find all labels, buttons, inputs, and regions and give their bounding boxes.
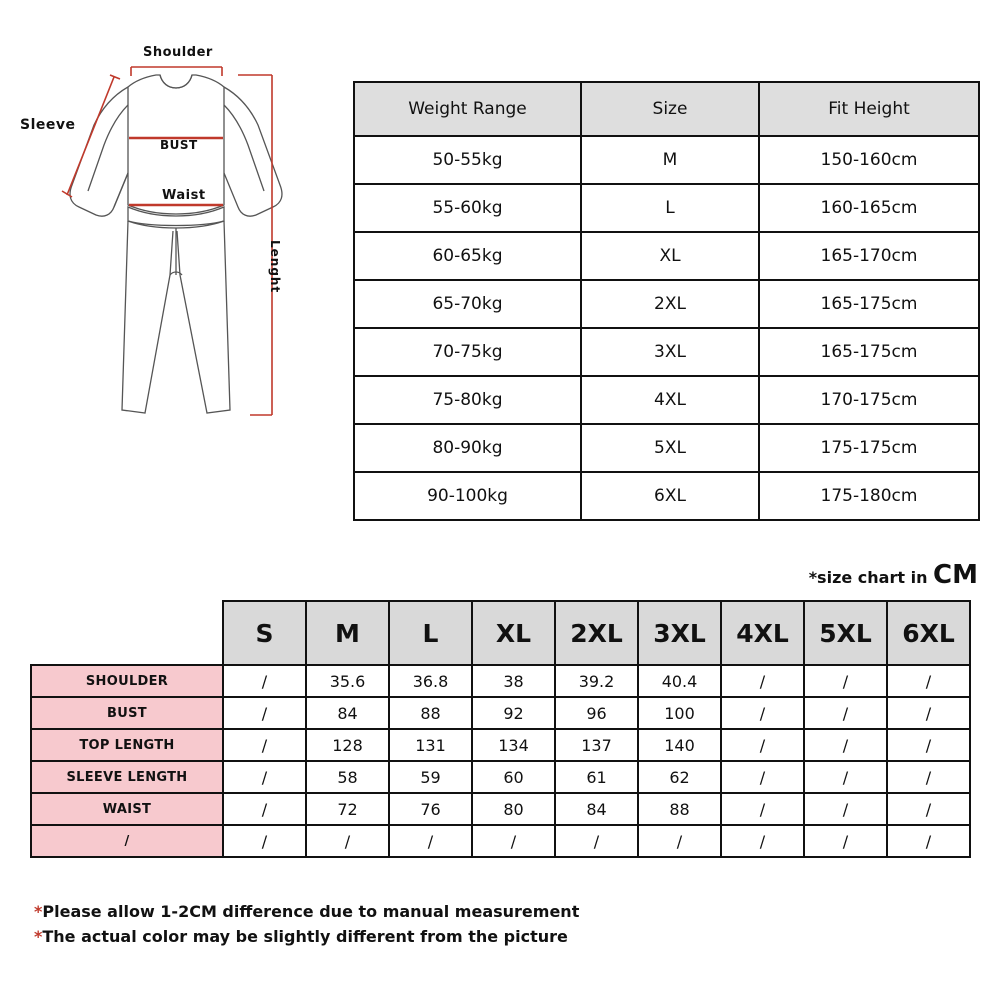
weight-range-cell: 65-70kg (354, 280, 581, 328)
size-cell: 3XL (581, 328, 759, 376)
measurement-value-cell: 38 (472, 665, 555, 697)
measurement-value-cell: 134 (472, 729, 555, 761)
column-header-weight-range: Weight Range (354, 82, 581, 136)
size-column-header: S (223, 601, 306, 665)
measurement-value-cell: / (721, 793, 804, 825)
measurement-value-cell: 137 (555, 729, 638, 761)
measurement-value-cell: 100 (638, 697, 721, 729)
fit-height-cell: 165-175cm (759, 328, 979, 376)
footnote-line (34, 900, 579, 925)
size-column-header: L (389, 601, 472, 665)
size-cell: L (581, 184, 759, 232)
measurement-value-cell: 40.4 (638, 665, 721, 697)
measurement-value-cell: / (306, 825, 389, 857)
size-column-header: 4XL (721, 601, 804, 665)
garment-illustration (10, 25, 330, 455)
measurement-value-cell: / (555, 825, 638, 857)
weight-range-cell: 70-75kg (354, 328, 581, 376)
fit-height-cell: 165-175cm (759, 280, 979, 328)
measurement-value-cell: / (887, 793, 970, 825)
measurement-value-cell: 84 (306, 697, 389, 729)
size-cell: 5XL (581, 424, 759, 472)
fit-height-cell: 165-170cm (759, 232, 979, 280)
column-header-size: Size (581, 82, 759, 136)
fit-height-cell: 175-175cm (759, 424, 979, 472)
size-column-header: 3XL (638, 601, 721, 665)
table-row (354, 232, 979, 280)
weight-range-cell: 60-65kg (354, 232, 581, 280)
table-header-row (354, 82, 979, 136)
weight-range-cell: 80-90kg (354, 424, 581, 472)
measurement-row (31, 825, 970, 857)
fit-height-cell: 175-180cm (759, 472, 979, 520)
measurement-value-cell: / (887, 825, 970, 857)
diagram-label-shoulder: Shoulder (143, 45, 213, 60)
table-row (354, 424, 979, 472)
weight-size-fit-table (353, 81, 980, 521)
diagram-label-bust: BUST (160, 138, 198, 152)
measurement-row-label: TOP LENGTH (31, 729, 223, 761)
table-row (354, 136, 979, 184)
diagram-label-sleeve: Sleeve (20, 117, 76, 133)
measurement-row-label: SLEEVE LENGTH (31, 761, 223, 793)
unit-note-value: CM (933, 560, 978, 590)
fit-height-cell: 170-175cm (759, 376, 979, 424)
size-cell: XL (581, 232, 759, 280)
measurement-value-cell: 131 (389, 729, 472, 761)
measurement-row (31, 761, 970, 793)
table-row (354, 280, 979, 328)
measurement-value-cell: / (887, 761, 970, 793)
measurement-value-cell: 80 (472, 793, 555, 825)
measurement-value-cell: / (721, 665, 804, 697)
measurement-value-cell: 88 (638, 793, 721, 825)
measurement-row-label: WAIST (31, 793, 223, 825)
measurement-row (31, 697, 970, 729)
measurement-value-cell: 61 (555, 761, 638, 793)
measurement-value-cell: / (721, 697, 804, 729)
measurement-value-cell: / (389, 825, 472, 857)
measurement-value-cell: / (638, 825, 721, 857)
measurement-value-cell: / (223, 761, 306, 793)
measurement-value-cell: / (887, 665, 970, 697)
size-cell: M (581, 136, 759, 184)
size-column-header: 2XL (555, 601, 638, 665)
weight-range-cell: 50-55kg (354, 136, 581, 184)
measurement-value-cell: / (472, 825, 555, 857)
size-cell: 2XL (581, 280, 759, 328)
footnote-text: The actual color may be slightly different from the picture (42, 926, 568, 946)
unit-note-prefix: *size chart in (808, 568, 934, 587)
diagram-label-waist: Waist (162, 188, 206, 203)
measurement-value-cell: 59 (389, 761, 472, 793)
measurement-value-cell: 35.6 (306, 665, 389, 697)
measurement-row (31, 665, 970, 697)
measurement-value-cell: / (804, 761, 887, 793)
weight-range-cell: 90-100kg (354, 472, 581, 520)
table-row (354, 328, 979, 376)
measurement-size-table (30, 600, 971, 858)
size-column-header: 6XL (887, 601, 970, 665)
measurement-value-cell: / (223, 697, 306, 729)
footnotes (34, 900, 579, 950)
measurement-value-cell: 58 (306, 761, 389, 793)
measurement-value-cell: 140 (638, 729, 721, 761)
asterisk-marker: * (34, 902, 43, 921)
measurement-value-cell: 72 (306, 793, 389, 825)
measurement-value-cell: / (804, 665, 887, 697)
measurement-value-cell: / (721, 729, 804, 761)
measurement-value-cell: 76 (389, 793, 472, 825)
measurement-value-cell: / (804, 825, 887, 857)
size-column-header: M (306, 601, 389, 665)
measurement-value-cell: / (223, 665, 306, 697)
weight-range-cell: 75-80kg (354, 376, 581, 424)
size-column-header: 5XL (804, 601, 887, 665)
measurement-value-cell: / (887, 729, 970, 761)
fit-height-cell: 160-165cm (759, 184, 979, 232)
diagram-label-length: Lenght (268, 240, 282, 294)
measurement-value-cell: / (887, 697, 970, 729)
measurement-corner-cell (31, 601, 223, 665)
measurement-value-cell: 92 (472, 697, 555, 729)
size-chart-unit-note (809, 560, 978, 590)
measurement-row (31, 793, 970, 825)
measurement-value-cell: / (223, 793, 306, 825)
measurement-table-header-row (31, 601, 970, 665)
measurement-value-cell: / (721, 761, 804, 793)
table-row (354, 472, 979, 520)
measurement-value-cell: 96 (555, 697, 638, 729)
size-column-header: XL (472, 601, 555, 665)
measurement-value-cell: / (721, 825, 804, 857)
measurement-value-cell: 39.2 (555, 665, 638, 697)
measurement-value-cell: 60 (472, 761, 555, 793)
weight-range-cell: 55-60kg (354, 184, 581, 232)
asterisk-marker: * (34, 926, 43, 946)
measurement-value-cell: / (804, 697, 887, 729)
measurement-value-cell: / (223, 729, 306, 761)
size-cell: 4XL (581, 376, 759, 424)
size-cell: 6XL (581, 472, 759, 520)
measurement-value-cell: / (804, 729, 887, 761)
measurement-value-cell: 128 (306, 729, 389, 761)
measurement-value-cell: 36.8 (389, 665, 472, 697)
measurement-value-cell: / (804, 793, 887, 825)
measurement-row-label: SHOULDER (31, 665, 223, 697)
measurement-value-cell: / (223, 825, 306, 857)
column-header-fit-height: Fit Height (759, 82, 979, 136)
measurement-value-cell: 88 (389, 697, 472, 729)
measurement-value-cell: 84 (555, 793, 638, 825)
table-row (354, 184, 979, 232)
measurement-row-label: BUST (31, 697, 223, 729)
fit-height-cell: 150-160cm (759, 136, 979, 184)
garment-measurement-diagram (10, 25, 330, 455)
footnote-line (34, 925, 579, 950)
measurement-row (31, 729, 970, 761)
measurement-row-label: / (31, 825, 223, 857)
footnote-text: Please allow 1-2CM difference due to manual measurement (42, 902, 580, 921)
table-row (354, 376, 979, 424)
measurement-value-cell: 62 (638, 761, 721, 793)
